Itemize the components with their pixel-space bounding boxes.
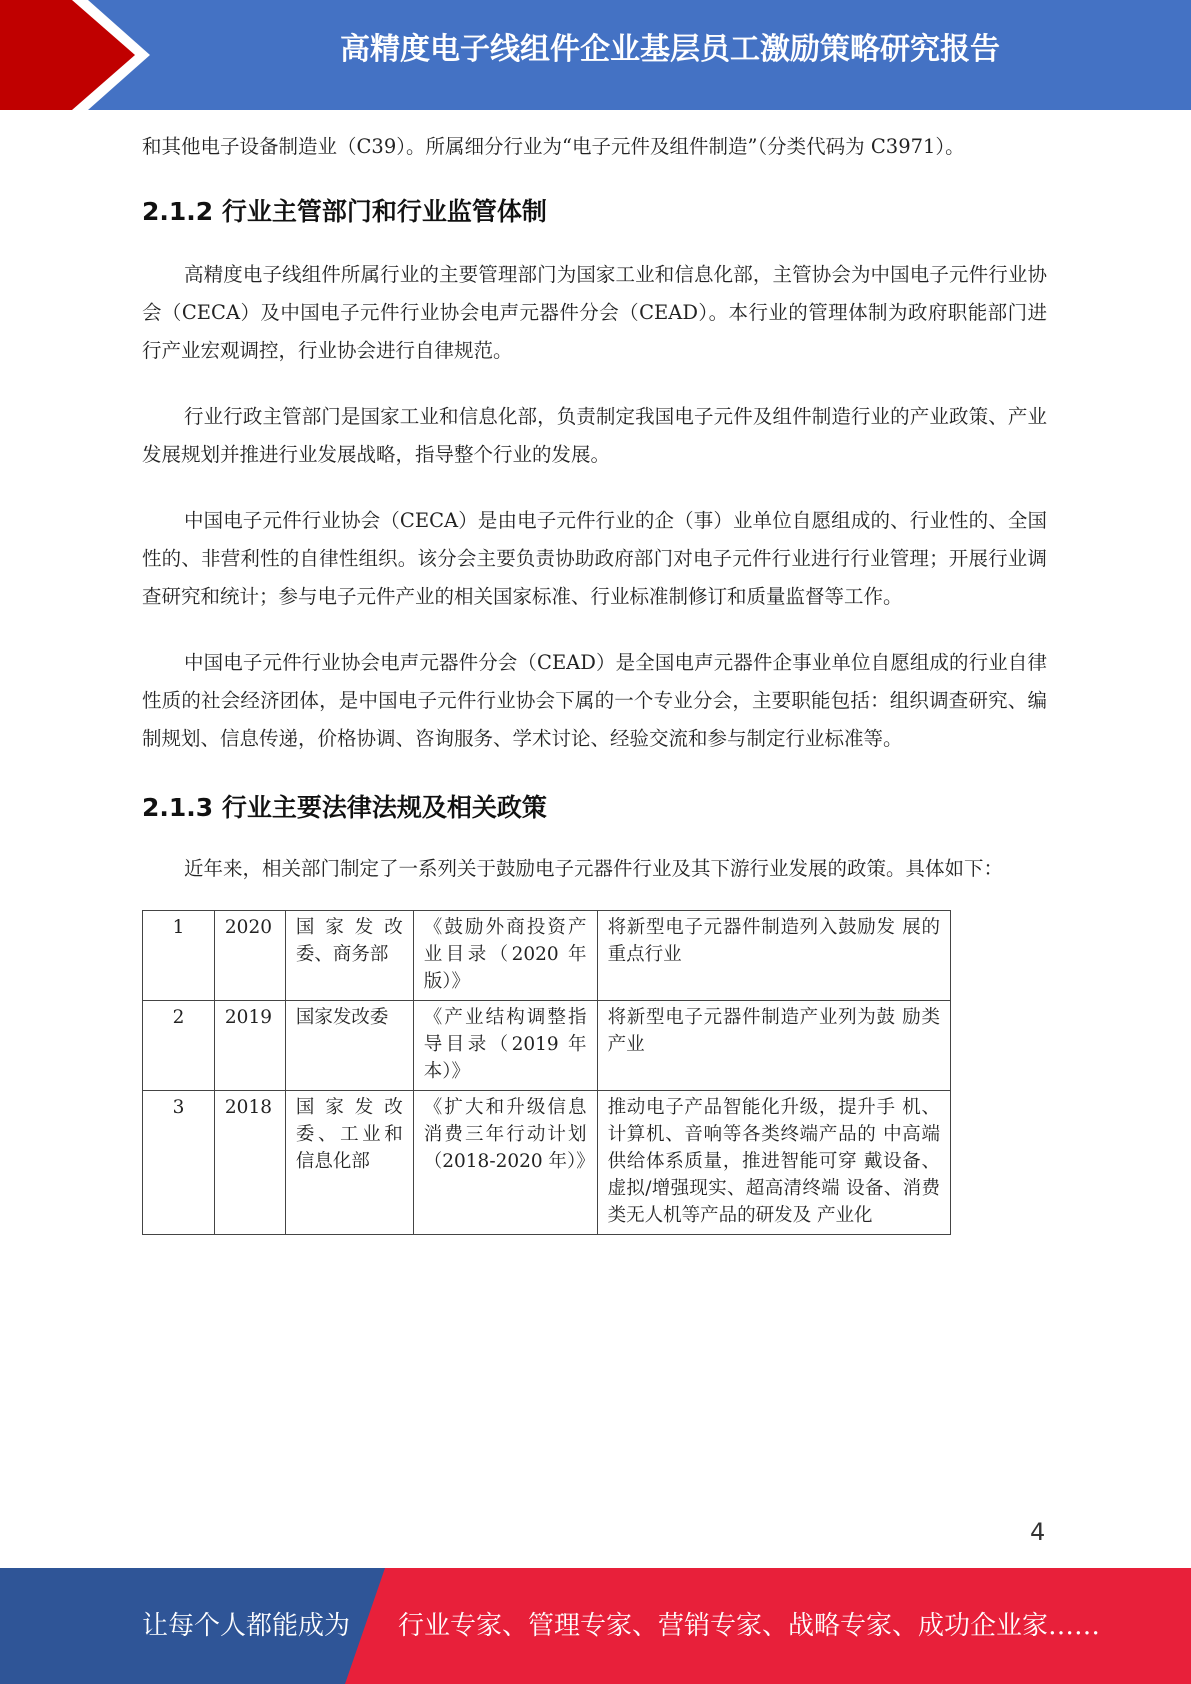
table-cell-year: 2020 [214,911,285,1001]
policy-table [142,910,951,1235]
header-red-arrow-decoration [0,0,150,110]
table-row [143,1001,951,1091]
table-cell-no: 1 [143,911,215,1001]
paragraph: 高精度电子线组件所属行业的主要管理部门为国家工业和信息化部，主管协会为中国电子元件行业协会（CECA）及中国电子元件行业协会电声元器件分会（CEAD）。本行业的管理体制为政府职能部门进行产业宏观调控，行业协会进行自律规范。 [142,263,1047,362]
page-header [0,0,1191,110]
table-cell-year: 2019 [214,1001,285,1091]
intro-line: 和其他电子设备制造业（C39）。所属细分行业为“电子元件及组件制造”（分类代码为 C3971）。 [142,135,965,158]
table-cell-doc: 《扩大和升级信息消费三年行动计划（2018-2020 年）》 [413,1091,597,1235]
table-cell-dept: 国家发改委、工业和信息化部 [285,1091,413,1235]
section-heading-2-1-3: 2.1.3 行业主要法律法规及相关政策 [142,793,547,822]
paragraph: 行业行政主管部门是国家工业和信息化部，负责制定我国电子元件及组件制造行业的产业政策、产业发展规划并推进行业发展战略，指导整个行业的发展。 [142,405,1047,466]
table-cell-doc: 《鼓励外商投资产业目录（2020 年版）》 [413,911,597,1001]
table-cell-no: 3 [143,1091,215,1235]
table-cell-content: 将新型电子元器件制造产业列为鼓 励类产业 [597,1001,950,1091]
table-cell-year: 2018 [214,1091,285,1235]
table-row [143,1091,951,1235]
table-cell-dept: 国家发改委、商务部 [285,911,413,1001]
footer-slogan-left: 让每个人都能成为 [142,1611,351,1641]
table-row [143,911,951,1001]
table-cell-dept: 国家发改委 [285,1001,413,1091]
paragraph: 中国电子元件行业协会电声元器件分会（CEAD）是全国电声元器件企事业单位自愿组成的行业自律性质的社会经济团体，是中国电子元件行业协会下属的一个专业分会，主要职能包括：组织调查研究、编制规划、信息传递，价格协调、咨询服务、学术讨论、经验交流和参与制定行业标准等。 [142,651,1047,750]
table-cell-content: 将新型电子元器件制造列入鼓励发 展的重点行业 [597,911,950,1001]
section-heading-2-1-2: 2.1.2 行业主管部门和行业监管体制 [142,197,547,226]
page-content [142,128,1047,1235]
table-cell-content: 推动电子产品智能化升级，提升手 机、计算机、音响等各类终端产品的 中高端供给体系质量，推进智能可穿 戴设备、虚拟/增强现实、超高清终端 设备、消费类无人机等产品的研发及 产业化 [597,1091,950,1235]
paragraph: 近年来，相关部门制定了一系列关于鼓励电子元器件行业及其下游行业发展的政策。具体如下： [184,857,1004,880]
document-title: 高精度电子线组件企业基层员工激励策略研究报告 [340,32,1000,67]
paragraph: 中国电子元件行业协会（CECA）是由电子元件行业的企（事）业单位自愿组成的、行业性的、全国性的、非营利性的自律性组织。该分会主要负责协助政府部门对电子元件行业进行行业管理；开展行业调查研究和统计；参与电子元件产业的相关国家标准、行业标准制修订和质量监督等工作。 [142,509,1047,608]
footer-slogan-right: 行业专家、管理专家、营销专家、战略专家、成功企业家…… [398,1611,1101,1641]
table-cell-no: 2 [143,1001,215,1091]
table-cell-doc: 《产业结构调整指导目录（2019 年本）》 [413,1001,597,1091]
page-number: 4 [1030,1518,1046,1546]
page-footer [0,1568,1191,1684]
